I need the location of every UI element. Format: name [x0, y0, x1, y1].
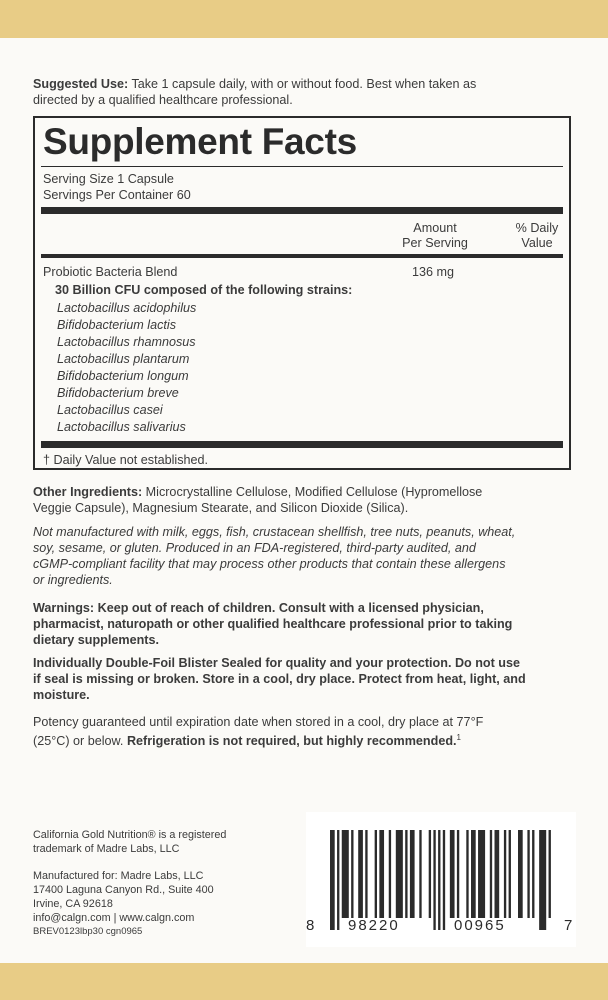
barcode-graphic — [328, 830, 554, 930]
potency-line2 — [33, 730, 575, 749]
barcode-bar — [532, 830, 534, 918]
suggested-use — [33, 76, 575, 108]
serving-size: Serving Size 1 Capsule — [43, 172, 174, 186]
lot-code: BREV0123lbp30 cgn0965 — [33, 926, 143, 937]
title-rule — [41, 166, 563, 167]
facts-title: Supplement Facts — [43, 121, 357, 162]
potency-temp: (25°C) or below. — [33, 734, 127, 749]
strain-item: Lactobacillus casei — [57, 403, 163, 417]
barcode-bar — [379, 830, 384, 918]
warnings-line: pharmacist, naturopath or other qualified healthcare professional prior to taking — [33, 617, 513, 631]
suggested-use-label: Suggested Use: — [33, 77, 129, 91]
daily-value-header-line1: % Daily — [515, 221, 559, 235]
blister-line: Individually Double-Foil Blister Sealed for quality and your protection. Do not use — [33, 656, 521, 670]
blister-line: if seal is missing or broken. Store in a cool, dry place. Protect from heat, light, and — [33, 672, 526, 686]
barcode-bar — [450, 830, 455, 918]
city-line: Irvine, CA 92618 — [33, 898, 113, 910]
barcode-bar — [389, 830, 391, 918]
barcode-bar — [539, 830, 546, 930]
barcode-bar — [419, 830, 421, 918]
blister-line: moisture. — [33, 688, 90, 702]
warnings-line: dietary supplements. — [33, 633, 159, 647]
medium-rule — [41, 254, 563, 258]
other-ingredients-line1: Microcrystalline Cellulose, Modified Cellulose (Hypromellose — [142, 485, 483, 499]
trademark-notice — [33, 828, 303, 856]
allergen-line: soy, sesame, or gluten. Produced in an FDA-registered, third-party audited, and — [33, 541, 476, 555]
other-ingredients — [33, 484, 575, 516]
barcode-left-digits: 98220 — [348, 917, 400, 934]
barcode-bar — [405, 830, 407, 918]
allergen-line: Not manufactured with milk, eggs, fish, crustacean shellfish, tree nuts, peanuts, wheat, — [33, 525, 516, 539]
barcode-bar — [495, 830, 500, 918]
dagger-mark: † — [43, 453, 51, 467]
barcode-bar — [396, 830, 403, 918]
footnote-text: Daily Value not established. — [53, 453, 208, 467]
barcode-bar — [443, 830, 445, 930]
barcode-bar — [518, 830, 523, 918]
refrigeration-note: Refrigeration is not required, but highly recommended. — [126, 734, 457, 749]
bottom-thick-rule — [41, 441, 563, 448]
trademark-line: trademark of Madre Labs, LLC — [33, 843, 180, 855]
barcode-bar — [466, 830, 468, 918]
barcode-lead-digit: 8 — [306, 917, 315, 934]
amount-header — [387, 221, 483, 251]
blend-name: Probiotic Bacteria Blend — [43, 265, 178, 279]
strain-item: Lactobacillus salivarius — [57, 420, 186, 434]
daily-value-header — [499, 221, 575, 251]
supplement-facts-panel — [33, 116, 571, 470]
blister-statement — [33, 655, 575, 703]
barcode-bar — [457, 830, 459, 918]
barcode-bar — [410, 830, 415, 918]
barcode-bar — [438, 830, 440, 930]
barcode-bar — [504, 830, 506, 918]
barcode-bar — [365, 830, 367, 918]
strain-item: Bifidobacterium longum — [57, 369, 189, 383]
barcode-bar — [471, 830, 476, 918]
servings-per-container: Servings Per Container 60 — [43, 188, 191, 202]
strain-item: Bifidobacterium breve — [57, 386, 179, 400]
warnings — [33, 600, 575, 648]
cfu-line: 30 Billion CFU composed of the following strains: — [55, 283, 353, 297]
other-ingredients-line2: Veggie Capsule), Magnesium Stearate, and Silicon Dioxide (Silica). — [33, 501, 409, 515]
potency-statement — [33, 714, 575, 749]
barcode-bar — [549, 830, 551, 918]
barcode-bar — [358, 830, 363, 918]
barcode-bar — [342, 830, 349, 918]
thick-rule — [41, 207, 563, 214]
trademark-line: California Gold Nutrition® is a registered — [33, 829, 227, 841]
barcode-bar — [490, 830, 492, 918]
barcode-bar — [433, 830, 435, 930]
top-label-band — [0, 0, 608, 38]
daily-value-header-line2: Value — [521, 236, 553, 250]
barcode-right-digits: 00965 — [454, 917, 506, 934]
barcode-bar — [527, 830, 529, 918]
suggested-use-line1: Take 1 capsule daily, with or without food. Best when taken as — [128, 77, 477, 91]
amount-header-line1: Amount — [413, 221, 457, 235]
suggested-use-line2: directed by a qualified healthcare professional. — [33, 93, 293, 107]
warnings-line: Warnings: Keep out of reach of children. Consult with a licensed physician, — [33, 601, 484, 615]
strain-item: Lactobacillus rhamnosus — [57, 335, 196, 349]
barcode-bars — [328, 830, 554, 930]
footnote-superscript: 1 — [456, 733, 461, 742]
amount-header-line2: Per Serving — [402, 236, 468, 250]
blend-amount: 136 mg — [412, 265, 455, 279]
allergen-statement — [33, 524, 575, 588]
allergen-line: cGMP-compliant facility that may process other products that contain these allergens — [33, 557, 506, 571]
address-line: 17400 Laguna Canyon Rd., Suite 400 — [33, 884, 214, 896]
strain-item: Bifidobacterium lactis — [57, 318, 176, 332]
contact-line: info@calgn.com | www.calgn.com — [33, 912, 195, 924]
barcode-bar — [337, 830, 339, 930]
footnote — [43, 452, 208, 468]
allergen-line: or ingredients. — [33, 573, 113, 587]
barcode-bar — [330, 830, 335, 930]
barcode — [306, 812, 576, 947]
barcode-bar — [375, 830, 377, 918]
barcode-bar — [478, 830, 485, 918]
barcode-bar — [509, 830, 511, 918]
other-ingredients-label: Other Ingredients: — [33, 485, 143, 499]
strain-item: Lactobacillus acidophilus — [57, 301, 197, 315]
manufacturer-line: Manufactured for: Madre Labs, LLC — [33, 870, 204, 882]
potency-line1: Potency guaranteed until expiration date when stored in a cool, dry place at 77°F — [33, 715, 484, 729]
strain-item: Lactobacillus plantarum — [57, 352, 190, 366]
manufacturer-info — [33, 869, 303, 939]
barcode-check-digit: 7 — [564, 917, 573, 934]
barcode-bar — [351, 830, 353, 918]
barcode-bar — [429, 830, 431, 918]
bottom-label-band — [0, 963, 608, 1000]
